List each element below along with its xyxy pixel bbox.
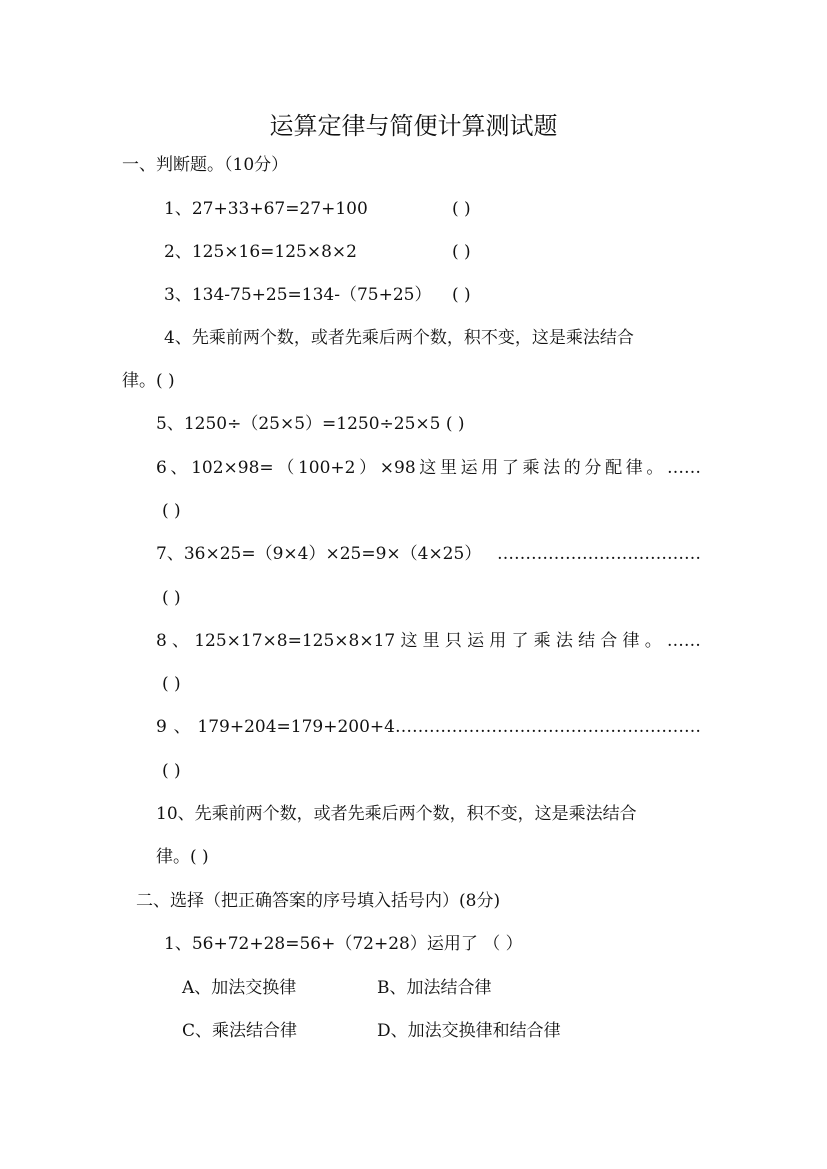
- section-heading-judgement: 一、判断题。（10分）: [122, 155, 289, 175]
- q6-part: 这: [419, 458, 437, 478]
- answer-paren-6[interactable]: ( ): [162, 501, 181, 521]
- q8-part: 8: [156, 631, 167, 651]
- question-8-line1: [156, 630, 701, 652]
- question-6-line1: [156, 457, 701, 479]
- q8-part: 、: [172, 631, 190, 651]
- q6-part: 律: [625, 458, 643, 478]
- answer-paren-1[interactable]: ( ): [452, 199, 471, 219]
- q6-part: ……: [666, 458, 701, 478]
- q8-part: 运: [467, 631, 485, 651]
- answer-paren-3[interactable]: ( ): [452, 285, 471, 305]
- q6-part: 、: [170, 458, 188, 478]
- option-b[interactable]: B、加法结合律: [377, 978, 492, 998]
- q6-part: 了: [501, 458, 519, 478]
- q6-part: 。: [646, 458, 664, 478]
- q6-part: （: [277, 458, 295, 478]
- question-7-line1: [156, 543, 701, 565]
- q8-part: 里: [422, 631, 440, 651]
- q6-part: 配: [605, 458, 623, 478]
- q6-part: 运: [460, 458, 478, 478]
- q8-part: 这: [400, 631, 418, 651]
- question-1: 1、27+33+67=27+100: [164, 199, 368, 219]
- page-title: 运算定律与简便计算测试题: [269, 112, 558, 140]
- q6-part: 100+2: [297, 458, 356, 478]
- answer-paren-2[interactable]: ( ): [452, 242, 471, 262]
- q8-part: 结: [578, 631, 596, 651]
- question-3: 3、134-75+25=134-（75+25）: [164, 285, 432, 305]
- q6-part: ×98: [379, 458, 416, 478]
- question-2: 2、125×16=125×8×2: [164, 242, 357, 262]
- answer-paren-8[interactable]: ( ): [162, 674, 181, 694]
- q8-part: 法: [555, 631, 573, 651]
- q6-part: 分: [584, 458, 602, 478]
- section-heading-choice: 二、选择（把正确答案的序号填入括号内）(8分): [136, 891, 501, 911]
- q6-part: 的: [563, 458, 581, 478]
- q6-part: 法: [543, 458, 561, 478]
- q8-part: 律: [622, 631, 640, 651]
- q8-part: 了: [511, 631, 529, 651]
- question-10-line2: 律。( ): [156, 847, 209, 867]
- question-5: 5、1250÷（25×5）=1250÷25×5 ( ): [156, 414, 465, 434]
- answer-paren-7[interactable]: ( ): [162, 588, 181, 608]
- q6-part: ）: [359, 458, 377, 478]
- question-10-line1: 10、先乘前两个数，或者先乘后两个数，积不变，这是乘法结合: [156, 804, 637, 824]
- q8-part: 乘: [533, 631, 551, 651]
- q8-part: 合: [600, 631, 618, 651]
- q6-part: 6: [156, 458, 167, 478]
- option-c[interactable]: C、乘法结合律: [182, 1021, 298, 1041]
- q6-part: 102×98=: [191, 458, 274, 478]
- q7-part: ………………………………: [497, 544, 701, 564]
- q7-part: 7、36×25=（9×4）×25=9×（4×25）: [156, 544, 482, 564]
- q6-part: 里: [439, 458, 457, 478]
- answer-paren-9[interactable]: ( ): [162, 761, 181, 781]
- q9-part: 、: [173, 717, 191, 737]
- question-4-line2: 律。( ): [122, 371, 175, 391]
- q8-part: 125×17×8=125×8×17: [194, 631, 396, 651]
- q8-part: 只: [444, 631, 462, 651]
- q8-part: 。: [644, 631, 662, 651]
- q9-part: 179+204=179+200+4………………………………………………: [197, 717, 701, 737]
- question-9-line1: [156, 716, 701, 738]
- option-a[interactable]: A、加法交换律: [182, 978, 297, 998]
- q8-part: ……: [666, 631, 701, 651]
- q9-part: 9: [156, 717, 167, 737]
- q8-part: 用: [489, 631, 507, 651]
- question-4-line1: 4、先乘前两个数，或者先乘后两个数，积不变，这是乘法结合: [164, 328, 634, 348]
- q6-part: 用: [481, 458, 499, 478]
- option-d[interactable]: D、加法交换律和结合律: [377, 1021, 561, 1041]
- q6-part: 乘: [522, 458, 540, 478]
- choice-question-1: 1、56+72+28=56+（72+28）运用了 （ ）: [164, 934, 523, 954]
